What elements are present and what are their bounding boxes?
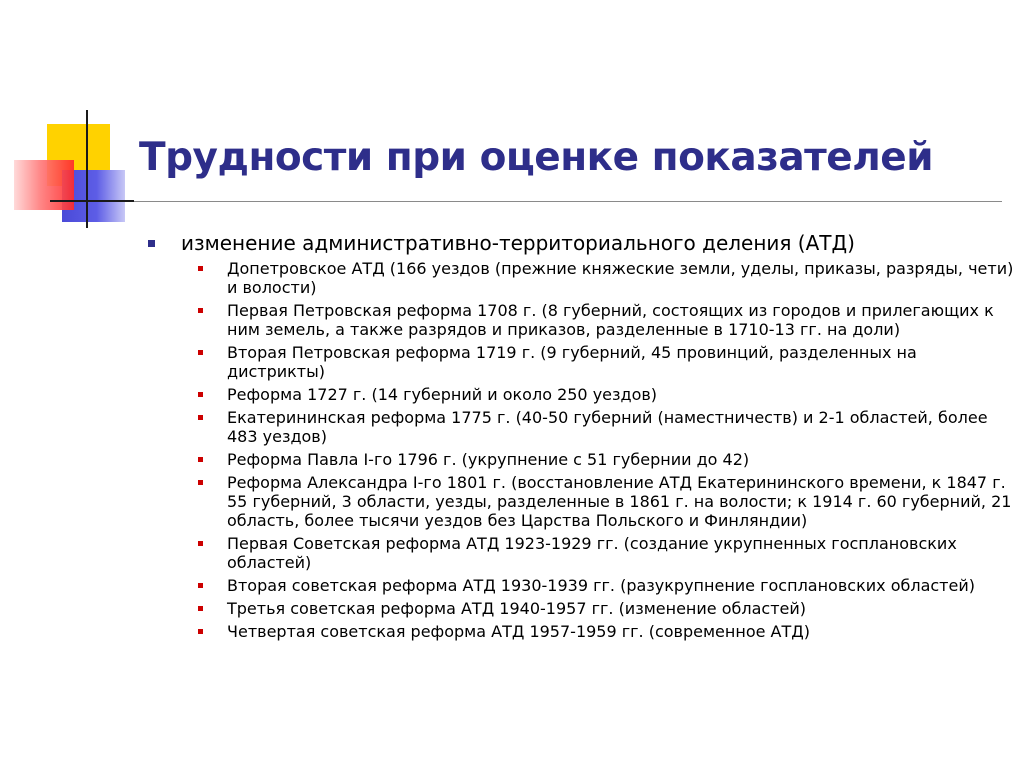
list-item	[148, 599, 1017, 618]
list-item	[148, 473, 1017, 530]
list-item	[148, 450, 1017, 469]
red-square-bullet-icon	[198, 415, 203, 420]
red-square-bullet-icon	[198, 457, 203, 462]
list-item	[148, 534, 1017, 572]
list-item	[148, 408, 1017, 446]
list-item	[148, 385, 1017, 404]
list-item-text: Четвертая советская реформа АТД 1957-1959 гг. (современное АТД)	[227, 622, 810, 641]
list-item-text: Реформа 1727 г. (14 губерний и около 250 уездов)	[227, 385, 658, 404]
red-square-bullet-icon	[198, 606, 203, 611]
list-item-text: Третья советская реформа АТД 1940-1957 гг. (изменение областей)	[227, 599, 807, 618]
list-item	[148, 259, 1017, 297]
list-item	[148, 301, 1017, 339]
list-item-text: Реформа Александра I-го 1801 г. (восстановление АТД Екатерининского времени, к 1847 г. 55 губерний, 3 области, уезды, разделенные в 1861 г. на волости; к 1914 г. 60 губерний, 21 область, более тысячи уездов без Царства Польского и Финляндии)	[227, 473, 1012, 530]
logo-red-square	[14, 160, 74, 210]
list-item-text: Допетровское АТД (166 уездов (прежние княжеские земли, уделы, приказы, разряды, чети) и волости)	[227, 259, 1014, 297]
main-bullet-item	[148, 230, 1018, 256]
list-item-text: Екатерининская реформа 1775 г. (40-50 губерний (наместничеств) и 2-1 областей, более 483 уездов)	[227, 408, 988, 446]
slide-content	[148, 230, 1018, 645]
square-bullet-icon	[148, 240, 155, 247]
sub-bullet-list	[148, 259, 1018, 641]
list-item-text: Реформа Павла I-го 1796 г. (укрупнение с 51 губернии до 42)	[227, 450, 750, 469]
list-item	[148, 576, 1017, 595]
red-square-bullet-icon	[198, 350, 203, 355]
logo-vertical-line	[86, 110, 88, 228]
logo-horizontal-line	[50, 200, 134, 202]
red-square-bullet-icon	[198, 392, 203, 397]
red-square-bullet-icon	[198, 541, 203, 546]
red-square-bullet-icon	[198, 583, 203, 588]
list-item-text: Первая Советская реформа АТД 1923-1929 гг. (создание укрупненных госплановских областей)	[227, 534, 957, 572]
red-square-bullet-icon	[198, 480, 203, 485]
red-square-bullet-icon	[198, 629, 203, 634]
list-item	[148, 343, 1017, 381]
title-underline	[50, 201, 1002, 202]
main-bullet-text: изменение административно-территориального деления (АТД)	[181, 231, 855, 255]
list-item-text: Первая Петровская реформа 1708 г. (8 губерний, состоящих из городов и прилегающих к ним земель, а также разрядов и приказов, разделенные в 1710-13 гг. на доли)	[227, 301, 994, 339]
list-item	[148, 622, 1017, 641]
slide-title: Трудности при оценке показателей	[139, 135, 934, 180]
red-square-bullet-icon	[198, 308, 203, 313]
red-square-bullet-icon	[198, 266, 203, 271]
list-item-text: Вторая советская реформа АТД 1930-1939 гг. (разукрупнение госплановских областей)	[227, 576, 975, 595]
list-item-text: Вторая Петровская реформа 1719 г. (9 губерний, 45 провинций, разделенных на дистрикты)	[227, 343, 917, 381]
